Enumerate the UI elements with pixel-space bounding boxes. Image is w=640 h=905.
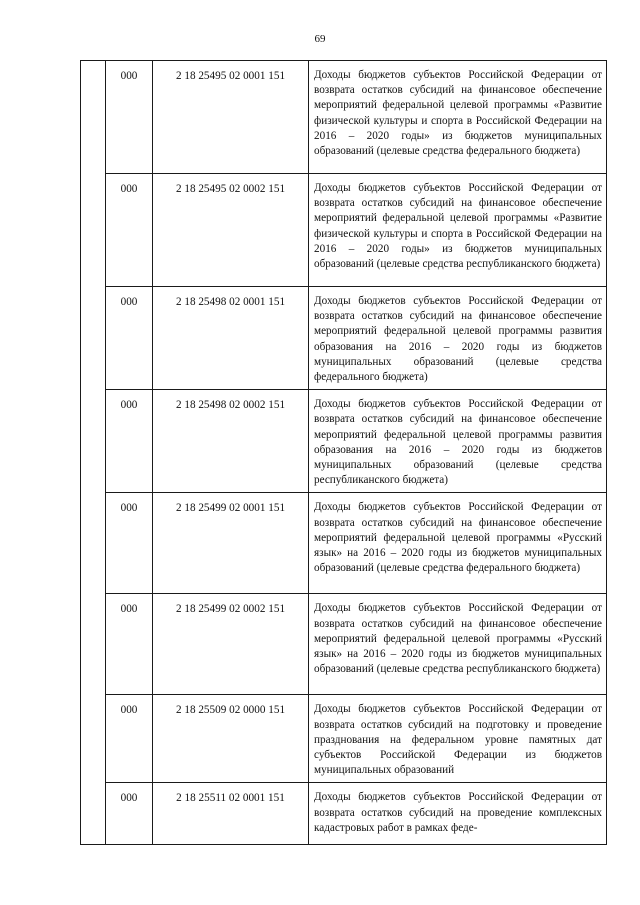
description-cell <box>309 61 607 174</box>
table-row <box>81 287 607 390</box>
description-text: Доходы бюджетов субъектов Российской Федерации от возврата остатков субсидий на финансовое обеспечение мероприятий федеральной целевой программы «Русский язык» на 2016 – 2020 годы из бюджетов муниципальных образований (целевые средства республиканского бюджета) <box>314 602 602 676</box>
description-text: Доходы бюджетов субъектов Российской Федерации от возврата остатков субсидий на финансовое обеспечение мероприятий федеральной целевой программы «Развитие физической культуры и спорта в Российской Федерации на 2016 – 2020 годы» из бюджетов муниципальных образований (целевые средства федерального бюджета) <box>314 69 602 158</box>
table-row <box>81 783 607 845</box>
table-row <box>81 174 607 287</box>
budget-code-cell: 2 18 25511 02 0001 151 <box>153 783 309 845</box>
description-cell <box>309 695 607 783</box>
admin-code-cell: 000 <box>106 695 153 783</box>
admin-code-cell: 000 <box>106 493 153 594</box>
budget-code-cell: 2 18 25509 02 0000 151 <box>153 695 309 783</box>
admin-code-cell: 000 <box>106 287 153 390</box>
budget-code-cell: 2 18 25499 02 0001 151 <box>153 493 309 594</box>
budget-code-cell: 2 18 25498 02 0001 151 <box>153 287 309 390</box>
description-text: Доходы бюджетов субъектов Российской Федерации от возврата остатков субсидий на проведение комплексных кадастровых работ в рамках феде- <box>314 791 602 834</box>
description-text: Доходы бюджетов субъектов Российской Федерации от возврата остатков субсидий на финансовое обеспечение мероприятий федеральной целевой программы «Развитие физической культуры и спорта в Российской Федерации на 2016 – 2020 годы» из бюджетов муниципальных образований (целевые средства республиканского бюджета) <box>314 182 602 271</box>
admin-code-cell: 000 <box>106 61 153 174</box>
page-number: 69 <box>314 33 326 45</box>
admin-code-cell: 000 <box>106 783 153 845</box>
admin-code-cell: 000 <box>106 390 153 493</box>
blank-cell <box>81 493 106 594</box>
admin-code-cell: 000 <box>106 174 153 287</box>
table-row <box>81 695 607 783</box>
description-cell <box>309 390 607 493</box>
blank-cell <box>81 390 106 493</box>
description-cell <box>309 493 607 594</box>
description-text: Доходы бюджетов субъектов Российской Федерации от возврата остатков субсидий на финансовое обеспечение мероприятий федеральной целевой программы развития образования на 2016 – 2020 годы из бюджетов муниципальных образований (целевые средства федерального бюджета) <box>314 295 602 384</box>
description-cell <box>309 287 607 390</box>
blank-cell <box>81 174 106 287</box>
description-cell <box>309 594 607 695</box>
admin-code-cell: 000 <box>106 594 153 695</box>
blank-cell <box>81 594 106 695</box>
description-cell <box>309 174 607 287</box>
description-text: Доходы бюджетов субъектов Российской Федерации от возврата остатков субсидий на финансовое обеспечение мероприятий федеральной целевой программы развития образования на 2016 – 2020 годы из бюджетов муниципальных образований (целевые средства республиканского бюджета) <box>314 398 602 487</box>
blank-cell <box>81 61 106 174</box>
description-text: Доходы бюджетов субъектов Российской Федерации от возврата остатков субсидий на финансовое обеспечение мероприятий федеральной целевой программы «Русский язык» на 2016 – 2020 годы из бюджетов муниципальных образований (целевые средства федерального бюджета) <box>314 501 602 575</box>
table-row <box>81 493 607 594</box>
table-row <box>81 390 607 493</box>
description-text: Доходы бюджетов субъектов Российской Федерации от возврата остатков субсидий на подготовку и проведение празднования на федеральном уровне памятных дат субъектов Российской Федерации из бюджетов муниципальных образований <box>314 703 602 777</box>
budget-codes-table <box>80 60 607 845</box>
table-row <box>81 594 607 695</box>
description-cell <box>309 783 607 845</box>
budget-code-cell: 2 18 25495 02 0002 151 <box>153 174 309 287</box>
blank-cell <box>81 287 106 390</box>
budget-code-cell: 2 18 25498 02 0002 151 <box>153 390 309 493</box>
table-row <box>81 61 607 174</box>
budget-code-cell: 2 18 25499 02 0002 151 <box>153 594 309 695</box>
blank-cell <box>81 695 106 783</box>
budget-code-cell: 2 18 25495 02 0001 151 <box>153 61 309 174</box>
blank-cell <box>81 783 106 845</box>
